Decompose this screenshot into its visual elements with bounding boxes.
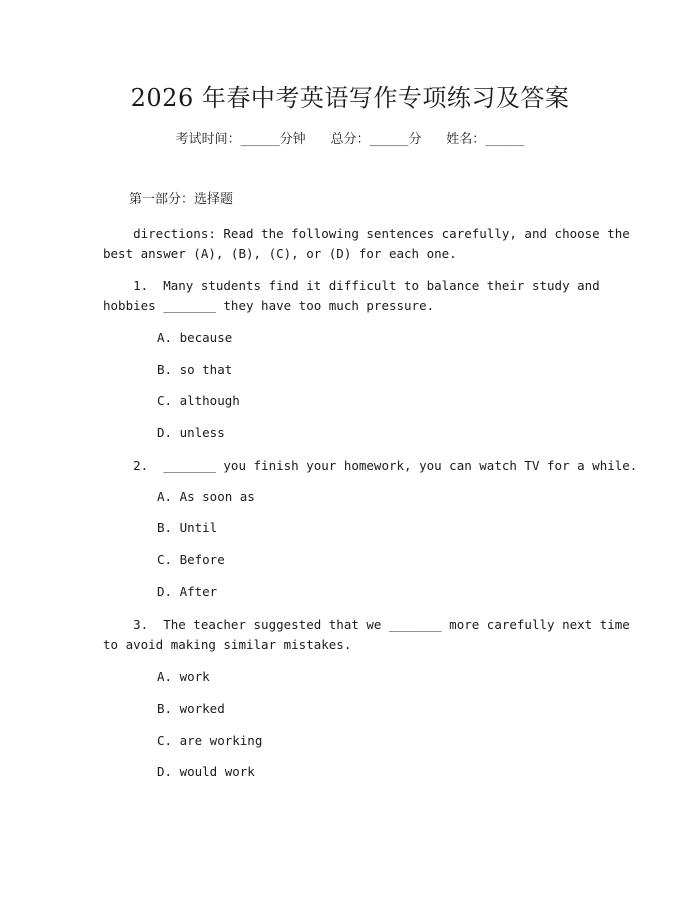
- question-1-line-1: 1. Many students find it difficult to balance their study and: [103, 278, 600, 293]
- question-2-option-d: D. After: [157, 584, 218, 599]
- question-1-option-b: B. so that: [157, 362, 233, 377]
- student-name-field: 姓名：______: [446, 132, 525, 147]
- question-1-option-a: A. because: [157, 330, 233, 345]
- total-score-field: 总分：______分: [330, 132, 422, 147]
- question-2-option-c: C. Before: [157, 552, 225, 567]
- question-3-line-2: to avoid making similar mistakes.: [103, 637, 352, 652]
- question-3-option-d: D. would work: [157, 764, 255, 779]
- question-1-line-2: hobbies _______ they have too much pressure.: [103, 298, 435, 313]
- question-2-option-a: A. As soon as: [157, 489, 255, 504]
- question-2-option-b: B. Until: [157, 520, 218, 535]
- page-title: 2026 年春中考英语写作专项练习及答案: [130, 84, 570, 112]
- section-heading: 第一部分：选择题: [129, 192, 234, 207]
- exam-info-line: [0, 130, 700, 150]
- question-3-option-c: C. are working: [157, 733, 263, 748]
- question-1-option-c: C. although: [157, 393, 240, 408]
- exam-time-field: 考试时间：______分钟: [175, 132, 306, 147]
- question-2-line-1: 2. _______ you finish your homework, you can watch TV for a while.: [103, 458, 638, 473]
- question-3-line-1: 3. The teacher suggested that we _______ more carefully next time: [103, 617, 630, 632]
- question-3-option-b: B. worked: [157, 701, 225, 716]
- question-3-option-a: A. work: [157, 669, 210, 684]
- directions-line-1: directions: Read the following sentences carefully, and choose the: [103, 226, 630, 241]
- question-1-option-d: D. unless: [157, 425, 225, 440]
- directions-line-2: best answer (A), (B), (C), or (D) for each one.: [103, 246, 457, 261]
